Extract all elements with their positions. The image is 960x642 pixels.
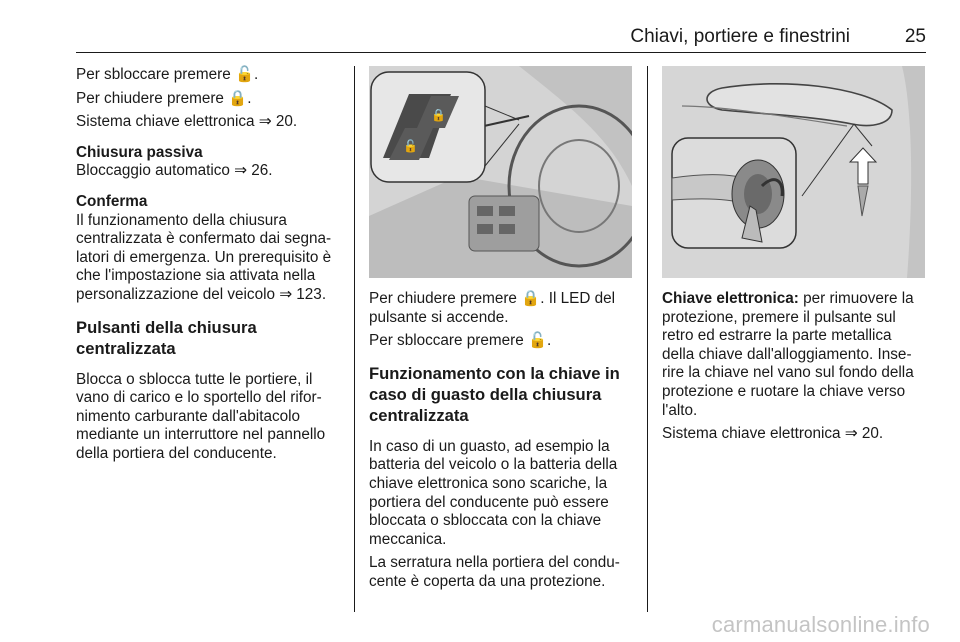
lock-cover-text: La serratura nella portiera del conducente è coperta da una protezione. [369,554,620,590]
buttons-text: Blocca o sblocca tutte le portiere, il vano di carico e lo sportello del rifornimento carburante dall'abitacolo mediante un interruttore nel pannello della portiera del conducente. [76,370,326,462]
column-divider [354,66,355,612]
buttons-heading: Pulsanti della chiusura centralizzata [76,317,257,358]
confirm-text: Il funzionamento della chiusura centralizzata è confermato dai segnalatori di emergenza. Un prerequisito è che l'impostazione sia attivata nella personalizzazione del veicolo ⇒ 123. [76,211,332,303]
door-lock-buttons-figure [369,66,632,278]
column-2 [369,290,633,592]
caption-text: per rimuovere la protezione, premere il pulsante sul retro ed estrarre la parte metallica della chiave dall'alloggiamento. Inserire la chiave nel vano sul fondo della protezione e ruotare la chiave verso l'alto. [662,290,914,419]
lock-led-text: Per chiudere premere 🔒. Il LED del pulsante si accende. [369,290,616,326]
electronic-key-caption [662,290,928,420]
confirm-heading: Conferma [76,192,148,210]
watermark: carmanualsonline.info [711,612,930,637]
column-3 [662,290,928,444]
electronic-key-ref: Sistema chiave elettronica ⇒ 20. [76,113,298,131]
page-number: 25 [904,26,926,47]
unlock-instruction: Per sbloccare premere 🔓. [76,66,259,83]
passive-locking-heading: Chiusura passiva [76,143,203,161]
lock-instruction: Per chiudere premere 🔒. [76,89,252,107]
page-header [76,26,926,53]
column-1 [76,66,348,464]
passive-locking-text: Bloccaggio automatico ⇒ 26. [76,162,273,180]
electronic-key-ref-2: Sistema chiave elettronica ⇒ 20. [662,425,884,443]
svg-text:🔓: 🔓 [403,139,418,153]
svg-text:🔒: 🔒 [431,108,446,122]
emergency-text: In caso di un guasto, ad esempio la batteria del veicolo o la batteria della chiave elettronica sono scariche, la portiera del conducente può essere bloccata o sbloccata con la chiave meccanica. [369,437,618,548]
door-handle-key-figure [662,66,925,278]
section-title: Chiavi, portiere e finestrini [630,26,850,47]
emergency-heading: Funzionamento con la chiave in caso di guasto della chiusura centralizzata [369,363,620,425]
column-divider [647,66,648,612]
caption-label: Chiave elettronica: [662,290,799,307]
unlock-text: Per sbloccare premere 🔓. [369,332,552,350]
